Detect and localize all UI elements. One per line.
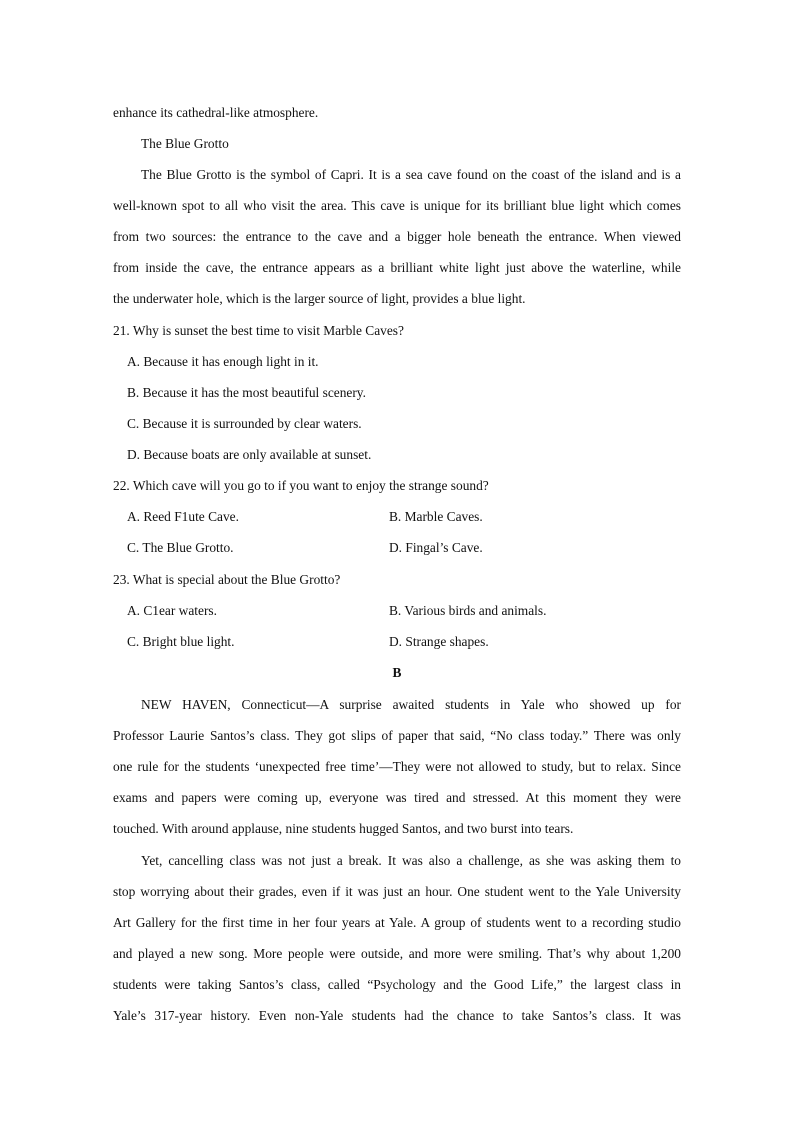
section-b-para1-line-4: exams and papers were coming up, everyone was tired and stressed. At this moment they were — [113, 790, 681, 805]
section-b-para2-line-2: stop worrying about their grades, even if it was just an hour. One student went to the Yale University — [113, 884, 681, 899]
blue-grotto-line-1: The Blue Grotto is the symbol of Capri. It is a sea cave found on the coast of the island and is a — [141, 167, 681, 182]
question-21-option-c: C. Because it is surrounded by clear waters. — [127, 416, 362, 431]
section-b-heading: B — [392, 665, 402, 680]
question-22-option-a: A. Reed F1ute Cave. — [127, 509, 239, 524]
question-23-option-c: C. Bright blue light. — [127, 634, 235, 649]
question-23-option-d: D. Strange shapes. — [389, 634, 489, 649]
section-b-para1-line-1: NEW HAVEN, Connecticut—A surprise awaited students in Yale who showed up for — [141, 697, 681, 712]
blue-grotto-line-3: from two sources: the entrance to the cave and a bigger hole beneath the entrance. When viewed — [113, 229, 681, 244]
section-b-para1-line-3: one rule for the students ‘unexpected free time’—They were not allowed to study, but to relax. Since — [113, 759, 681, 774]
question-22-option-b: B. Marble Caves. — [389, 509, 483, 524]
section-b-para2-line-5: students were taking Santos’s class, called “Psychology and the Good Life,” the largest class in — [113, 977, 681, 992]
blue-grotto-line-5: the underwater hole, which is the larger source of light, provides a blue light. — [113, 291, 526, 306]
question-22-option-d: D. Fingal’s Cave. — [389, 540, 483, 555]
question-21-option-d: D. Because boats are only available at sunset. — [127, 447, 372, 462]
question-21-option-b: B. Because it has the most beautiful scenery. — [127, 385, 366, 400]
blue-grotto-title: The Blue Grotto — [141, 136, 229, 151]
question-22-option-c: C. The Blue Grotto. — [127, 540, 234, 555]
passage-a-last-line: enhance its cathedral-like atmosphere. — [113, 105, 319, 120]
section-b-para1-line-2: Professor Laurie Santos’s class. They got slips of paper that said, “No class today.” There was only — [113, 728, 681, 743]
blue-grotto-line-2: well-known spot to all who visit the area. This cave is unique for its brilliant blue light which comes — [113, 198, 681, 213]
section-b-para2-line-3: Art Gallery for the first time in her four years at Yale. A group of students went to a recording studio — [113, 915, 681, 930]
blue-grotto-line-4: from inside the cave, the entrance appears as a brilliant white light just above the waterline, while — [113, 260, 681, 275]
question-21-stem: 21. Why is sunset the best time to visit Marble Caves? — [113, 323, 404, 338]
section-b-para2-line-4: and played a new song. More people were outside, and more were smiling. That’s why about 1,200 — [113, 946, 681, 961]
question-23-stem: 23. What is special about the Blue Grotto? — [113, 572, 341, 587]
question-22-stem: 22. Which cave will you go to if you want to enjoy the strange sound? — [113, 478, 489, 493]
section-b-para1-line-5: touched. With around applause, nine students hugged Santos, and two burst into tears. — [113, 821, 574, 836]
section-b-para2-line-1: Yet, cancelling class was not just a break. It was also a challenge, as she was asking them to — [141, 853, 681, 868]
section-b-para2-line-6: Yale’s 317-year history. Even non-Yale students had the chance to take Santos’s class. It was — [113, 1008, 681, 1023]
question-23-option-b: B. Various birds and animals. — [389, 603, 547, 618]
question-23-option-a: A. C1ear waters. — [127, 603, 217, 618]
question-21-option-a: A. Because it has enough light in it. — [127, 354, 319, 369]
